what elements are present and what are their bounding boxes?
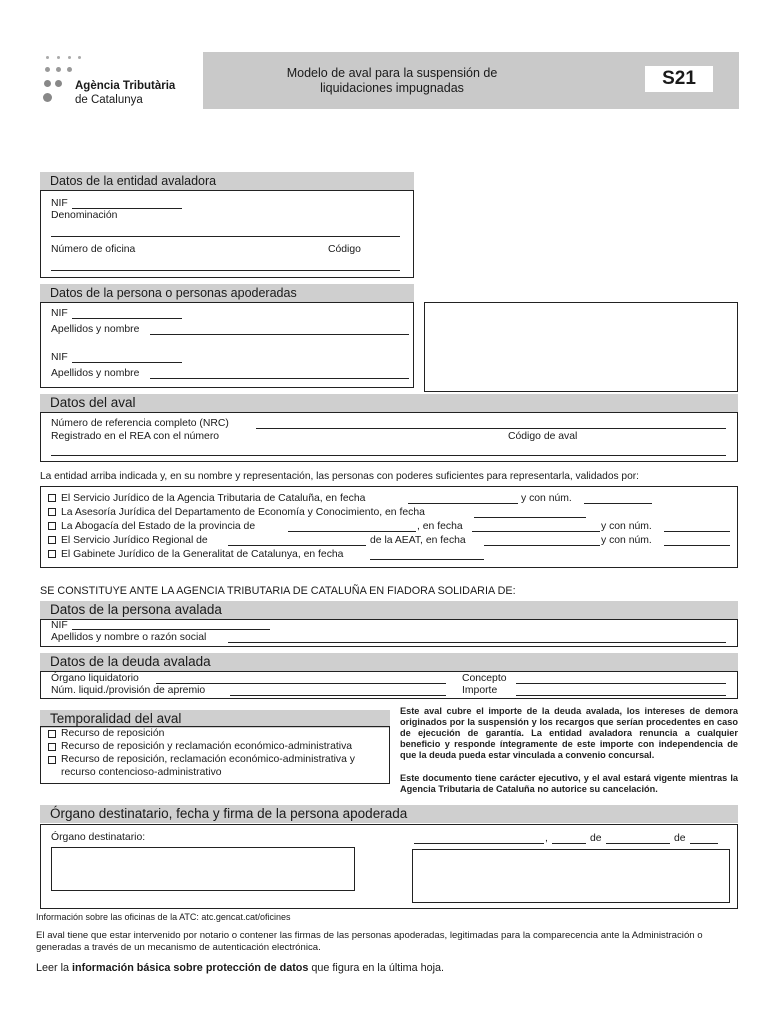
apoderada2-nif-label: NIF bbox=[51, 352, 68, 363]
deuda-importe-field[interactable] bbox=[516, 695, 726, 696]
validacion-opt3-fecha[interactable] bbox=[472, 531, 600, 532]
entidad-nif-label: NIF bbox=[51, 198, 68, 209]
sello-box[interactable] bbox=[424, 302, 738, 392]
temporalidad-opt1-label: Recurso de reposición bbox=[61, 728, 165, 739]
validacion-opt1-fecha[interactable] bbox=[408, 503, 518, 504]
avalada-nombre-field[interactable] bbox=[228, 642, 726, 643]
firma-signature-field[interactable] bbox=[412, 849, 730, 903]
validacion-opt4-num-label: y con núm. bbox=[601, 535, 652, 546]
form-title bbox=[232, 66, 552, 96]
section-firma-title: Órgano destinatario, fecha y firma de la persona apoderada bbox=[40, 805, 738, 823]
validacion-check-2[interactable] bbox=[48, 508, 56, 516]
validacion-opt4-label: El Servicio Jurídico Regional de bbox=[61, 535, 208, 546]
validacion-opt5-label: El Gabinete Jurídico de la Generalitat de Catalunya, en fecha bbox=[61, 549, 344, 560]
aval-rea-field[interactable] bbox=[51, 455, 726, 456]
entidad-nif-field[interactable] bbox=[72, 208, 182, 209]
validacion-opt3-num[interactable] bbox=[664, 531, 730, 532]
validacion-opt4-aeat-label: de la AEAT, en fecha bbox=[370, 535, 466, 546]
form-title-line2: liquidaciones impugnadas bbox=[320, 81, 464, 95]
apoderada1-nombre-label: Apellidos y nombre bbox=[51, 324, 140, 335]
entidad-denominacion-label: Denominación bbox=[51, 210, 118, 221]
validacion-opt3-fecha-label: , en fecha bbox=[417, 521, 463, 532]
temporalidad-opt2-label: Recurso de reposición y reclamación económico-administrativa bbox=[61, 741, 353, 752]
apoderada2-nombre-label: Apellidos y nombre bbox=[51, 368, 140, 379]
apoderada2-nif-field[interactable] bbox=[72, 362, 182, 363]
entidad-oficina-label: Número de oficina bbox=[51, 244, 136, 255]
entidad-denominacion-field[interactable] bbox=[51, 236, 400, 237]
section-aval-title: Datos del aval bbox=[40, 394, 738, 412]
agency-name: Agència Tributària bbox=[75, 80, 176, 92]
validacion-opt2-label: La Asesoría Jurídica del Departamento de Economía y Conocimiento, en fecha bbox=[61, 507, 425, 518]
entidad-codigo-label: Código bbox=[328, 244, 361, 255]
agency-logo bbox=[42, 50, 72, 120]
deuda-concepto-label: Concepto bbox=[462, 673, 507, 684]
validacion-opt5-fecha[interactable] bbox=[370, 559, 484, 560]
temporalidad-check-2[interactable] bbox=[48, 743, 56, 751]
firma-de1-label: de bbox=[590, 833, 602, 844]
validacion-opt4-fecha[interactable] bbox=[484, 545, 600, 546]
firma-comma: , bbox=[545, 833, 548, 844]
firma-de2-label: de bbox=[674, 833, 686, 844]
validacion-opt4-num[interactable] bbox=[664, 545, 730, 546]
privacy-info-link[interactable]: información básica sobre protección de datos bbox=[72, 962, 309, 974]
legal-text-para2: Este documento tiene carácter ejecutivo, y el aval estará vigente mientras la Agencia Tributaria de Cataluña no autorice su cancelación. bbox=[400, 773, 738, 795]
footer-info: Información sobre las oficinas de la ATC: atc.gencat.cat/oficines bbox=[36, 912, 291, 922]
legal-text-para1: Este aval cubre el importe de la deuda avalada, los intereses de demora originados por la suspensión y los recargos que serían procedentes en caso de ejecución de garantía. La entidad avaladora renuncia a cualquier beneficio y responde íntegramente de este importe con independencia de que la deuda pueda estar vinculada a convenio concursal. bbox=[400, 706, 738, 761]
firma-lugar-field[interactable] bbox=[414, 843, 544, 844]
validacion-opt3-provincia[interactable] bbox=[288, 531, 416, 532]
section-avalada-title: Datos de la persona avalada bbox=[40, 601, 738, 619]
validacion-opt3-label: La Abogacía del Estado de la provincia de bbox=[61, 521, 256, 532]
deuda-importe-label: Importe bbox=[462, 685, 498, 696]
temporalidad-opt3b-label: recurso contencioso-administrativo bbox=[61, 767, 222, 778]
section-entidad-title: Datos de la entidad avaladora bbox=[40, 172, 414, 190]
section-apoderadas-title: Datos de la persona o personas apoderadas bbox=[40, 284, 414, 302]
avalada-nif-label: NIF bbox=[51, 620, 68, 631]
apoderada1-nif-label: NIF bbox=[51, 308, 68, 319]
validacion-check-3[interactable] bbox=[48, 522, 56, 530]
form-title-line1: Modelo de aval para la suspensión de bbox=[286, 66, 498, 80]
footer-notice: El aval tiene que estar intervenido por notario o contener las firmas de las personas apoderadas, legitimadas para la comparecencia ante la Administración o generadas a través de un mecanismo de autenticación electrónica. bbox=[36, 930, 703, 953]
deuda-num-field[interactable] bbox=[230, 695, 446, 696]
validacion-opt3-num-label: y con núm. bbox=[601, 521, 652, 532]
avalada-nif-field[interactable] bbox=[72, 629, 270, 630]
temporalidad-check-1[interactable] bbox=[48, 730, 56, 738]
aval-codigo-label: Código de aval bbox=[508, 431, 578, 442]
agency-name-sub: de Catalunya bbox=[75, 94, 143, 106]
aval-nrc-field[interactable] bbox=[256, 428, 726, 429]
avalada-nombre-label: Apellidos y nombre o razón social bbox=[51, 632, 207, 643]
aval-rea-label: Registrado en el REA con el número bbox=[51, 431, 220, 442]
deuda-num-label: Núm. liquid./provisión de apremio bbox=[51, 685, 206, 696]
validacion-opt1-num[interactable] bbox=[584, 503, 652, 504]
validacion-opt1-num-label: y con núm. bbox=[521, 493, 572, 504]
entidad-box bbox=[40, 190, 414, 278]
validacion-check-5[interactable] bbox=[48, 550, 56, 558]
validacion-intro: La entidad arriba indicada y, en su nombre y representación, las personas con poderes suficientes para representarla, validados por: bbox=[40, 471, 639, 482]
deuda-concepto-field[interactable] bbox=[516, 683, 726, 684]
section-deuda-title: Datos de la deuda avalada bbox=[40, 653, 738, 671]
temporalidad-check-3[interactable] bbox=[48, 756, 56, 764]
deuda-organo-field[interactable] bbox=[156, 683, 446, 684]
firma-dia-field[interactable] bbox=[552, 843, 586, 844]
footer-privacy-pre: Leer la bbox=[36, 962, 73, 974]
apoderada2-nombre-field[interactable] bbox=[150, 378, 409, 379]
validacion-check-4[interactable] bbox=[48, 536, 56, 544]
validacion-check-1[interactable] bbox=[48, 494, 56, 502]
constituye-heading: SE CONSTITUYE ANTE LA AGENCIA TRIBUTARIA DE CATALUÑA EN FIADORA SOLIDARIA DE: bbox=[40, 585, 516, 597]
firma-organo-label: Órgano destinatario: bbox=[51, 832, 146, 843]
validacion-opt4-region[interactable] bbox=[228, 545, 366, 546]
aval-nrc-label: Número de referencia completo (NRC) bbox=[51, 418, 229, 429]
footer-privacy bbox=[36, 962, 444, 974]
entidad-oficina-field[interactable] bbox=[51, 270, 400, 271]
firma-mes-field[interactable] bbox=[606, 843, 670, 844]
form-code: S21 bbox=[645, 66, 713, 92]
firma-anio-field[interactable] bbox=[690, 843, 718, 844]
validacion-opt1-label: El Servicio Jurídico de la Agencia Tributaria de Cataluña, en fecha bbox=[61, 493, 366, 504]
apoderada1-nif-field[interactable] bbox=[72, 318, 182, 319]
firma-organo-field[interactable] bbox=[51, 847, 355, 891]
temporalidad-opt3a-label: Recurso de reposición, reclamación económico-administrativa y bbox=[61, 754, 355, 765]
footer-privacy-post: que figura en la última hoja. bbox=[308, 962, 445, 974]
validacion-opt2-fecha[interactable] bbox=[474, 517, 586, 518]
deuda-organo-label: Órgano liquidatorio bbox=[51, 673, 139, 684]
section-temporalidad-title: Temporalidad del aval bbox=[40, 710, 390, 728]
apoderada1-nombre-field[interactable] bbox=[150, 334, 409, 335]
